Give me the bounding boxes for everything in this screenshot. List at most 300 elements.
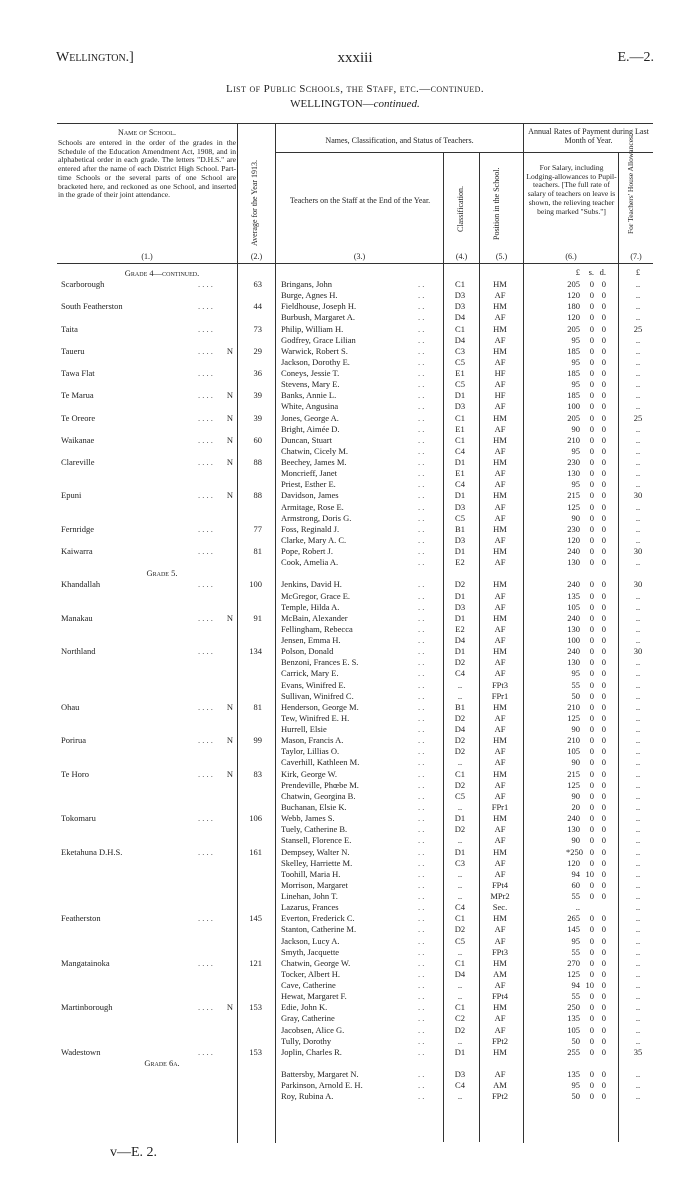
table-row bbox=[0, 702, 700, 713]
leader-dots: . . bbox=[418, 801, 425, 812]
average-attendance: 39 bbox=[253, 412, 262, 423]
leader-dots: . . bbox=[418, 1002, 425, 1013]
salary-pounds: 100 bbox=[567, 401, 580, 412]
position: HM bbox=[493, 434, 507, 445]
house-allowance: .. bbox=[635, 457, 641, 468]
salary-shillings: 0 bbox=[589, 546, 594, 557]
school-flag: N bbox=[226, 390, 234, 401]
average-attendance: 81 bbox=[253, 546, 262, 557]
leader-dots: . . bbox=[418, 657, 425, 668]
teacher-name: Chatwin, Cicely M. bbox=[281, 445, 349, 456]
salary-pounds: 90 bbox=[571, 757, 580, 768]
classification: .. bbox=[457, 946, 463, 957]
leader-dots: . . bbox=[418, 356, 425, 367]
salary-shillings: 10 bbox=[585, 868, 594, 879]
teacher-name: Armstrong, Doris G. bbox=[281, 512, 352, 523]
table-row bbox=[0, 657, 700, 668]
classification: D3 bbox=[454, 301, 466, 312]
position: AF bbox=[494, 657, 506, 668]
salary-shillings: 0 bbox=[589, 512, 594, 523]
leader-dots: . . . . bbox=[198, 846, 213, 857]
leader-dots: . . bbox=[418, 679, 425, 690]
average-attendance: 36 bbox=[253, 368, 262, 379]
col6-number: (6.) bbox=[565, 252, 577, 261]
house-allowance: .. bbox=[635, 902, 641, 913]
teacher-name: Prendeville, Phœbe M. bbox=[281, 779, 359, 790]
salary-shillings: 0 bbox=[589, 612, 594, 623]
salary-pence: 0 bbox=[601, 668, 606, 679]
house-allowance: .. bbox=[635, 356, 641, 367]
salary-pence: 0 bbox=[601, 401, 606, 412]
salary-shillings: 0 bbox=[589, 379, 594, 390]
classification: .. bbox=[457, 991, 463, 1002]
leader-dots: . . . . bbox=[198, 813, 213, 824]
teacher-name: Kirk, George W. bbox=[281, 768, 338, 779]
classification: C1 bbox=[455, 768, 465, 779]
house-allowance: .. bbox=[635, 623, 641, 634]
table-row bbox=[0, 791, 700, 802]
teacher-name: Burbush, Margaret A. bbox=[281, 312, 355, 323]
table-row bbox=[0, 735, 700, 746]
house-allowance: .. bbox=[635, 1091, 641, 1102]
salary-shillings: 0 bbox=[589, 1046, 594, 1057]
leader-dots: . . bbox=[418, 824, 425, 835]
salary-shillings: 0 bbox=[589, 290, 594, 301]
salary-pence: 0 bbox=[601, 368, 606, 379]
header-right: E.—2. bbox=[617, 50, 654, 65]
salary-shillings: 0 bbox=[589, 1035, 594, 1046]
salary-pence: 0 bbox=[601, 635, 606, 646]
salary-shillings: 0 bbox=[589, 356, 594, 367]
grade-heading: Grade 6a. bbox=[144, 1057, 180, 1068]
salary-pence: 0 bbox=[601, 423, 606, 434]
teacher-name: Duncan, Stuart bbox=[281, 434, 332, 445]
salary-shillings: 0 bbox=[589, 368, 594, 379]
leader-dots: . . . . bbox=[198, 546, 213, 557]
classification: .. bbox=[457, 891, 463, 902]
salary-pounds: 90 bbox=[571, 512, 580, 523]
salary-pence: 0 bbox=[601, 813, 606, 824]
salary-pounds: 105 bbox=[567, 746, 580, 757]
house-allowance: .. bbox=[635, 913, 641, 924]
classification: .. bbox=[457, 835, 463, 846]
table-row bbox=[0, 991, 700, 1002]
table-row bbox=[0, 780, 700, 791]
table-row bbox=[0, 424, 700, 435]
salary-pounds: 265 bbox=[567, 913, 580, 924]
leader-dots: . . bbox=[418, 423, 425, 434]
classification: D1 bbox=[454, 590, 466, 601]
position: HM bbox=[493, 345, 507, 356]
classification: D3 bbox=[454, 534, 466, 545]
leader-dots: . . bbox=[418, 546, 425, 557]
table-row bbox=[0, 368, 700, 379]
leader-dots: . . bbox=[418, 646, 425, 657]
salary-pence: 0 bbox=[601, 579, 606, 590]
classification: B1 bbox=[455, 701, 465, 712]
leader-dots: . . . . bbox=[198, 412, 213, 423]
position: AF bbox=[494, 290, 506, 301]
leader-dots: . . bbox=[418, 935, 425, 946]
table-row bbox=[0, 301, 700, 312]
table-row bbox=[0, 546, 700, 557]
salary-pounds: 55 bbox=[571, 991, 580, 1002]
leader-dots: . . . . bbox=[198, 646, 213, 657]
salary-pounds: 210 bbox=[567, 701, 580, 712]
leader-dots: . . . . bbox=[198, 434, 213, 445]
currency-pound: £ bbox=[575, 267, 580, 277]
house-allowance: .. bbox=[635, 557, 641, 568]
house-allowance: .. bbox=[635, 1080, 641, 1091]
salary-pounds: .. bbox=[575, 902, 580, 913]
salary-shillings: 0 bbox=[589, 323, 594, 334]
salary-shillings: 0 bbox=[589, 946, 594, 957]
salary-shillings: 0 bbox=[589, 501, 594, 512]
salary-shillings: 10 bbox=[585, 980, 594, 991]
salary-pence: 0 bbox=[601, 846, 606, 857]
leader-dots: . . bbox=[418, 334, 425, 345]
page-header bbox=[56, 50, 654, 70]
col3-number: (3.) bbox=[353, 252, 366, 261]
house-allowance: .. bbox=[635, 846, 641, 857]
teacher-name: Webb, James S. bbox=[281, 813, 335, 824]
classification: .. bbox=[457, 868, 463, 879]
teacher-name: Tully, Dorothy bbox=[281, 1035, 332, 1046]
salary-shillings: 0 bbox=[589, 590, 594, 601]
classification: .. bbox=[457, 980, 463, 991]
teacher-name: Temple, Hilda A. bbox=[281, 601, 340, 612]
header-bottom-rule bbox=[57, 263, 653, 264]
teacher-name: Jones, George A. bbox=[281, 412, 339, 423]
house-allowance: .. bbox=[635, 924, 641, 935]
classification: B1 bbox=[455, 523, 465, 534]
salary-pence: 0 bbox=[601, 312, 606, 323]
house-allowance: .. bbox=[635, 501, 641, 512]
house-allowance: .. bbox=[635, 801, 641, 812]
table-row bbox=[0, 479, 700, 490]
table-row bbox=[0, 413, 700, 424]
salary-pence: 0 bbox=[601, 356, 606, 367]
house-allowance: .. bbox=[635, 390, 641, 401]
classification: C5 bbox=[455, 935, 465, 946]
house-allowance: 30 bbox=[633, 490, 643, 501]
house-allowance: .. bbox=[635, 612, 641, 623]
table-row bbox=[0, 591, 700, 602]
col6-group-header: Annual Rates of Payment during Last Month of Year. bbox=[528, 127, 649, 145]
salary-shillings: 0 bbox=[589, 601, 594, 612]
position: AF bbox=[494, 724, 506, 735]
average-attendance: 91 bbox=[253, 612, 262, 623]
salary-pounds: 90 bbox=[571, 724, 580, 735]
teacher-name: Battersby, Margaret N. bbox=[281, 1068, 359, 1079]
house-allowance: .. bbox=[635, 401, 641, 412]
salary-pounds: 240 bbox=[567, 813, 580, 824]
classification: C4 bbox=[455, 668, 465, 679]
classification: D2 bbox=[454, 746, 466, 757]
table-row bbox=[0, 835, 700, 846]
position: HM bbox=[493, 646, 507, 657]
position: AF bbox=[494, 623, 506, 634]
school-name: South Featherston bbox=[61, 301, 123, 312]
salary-pence: 0 bbox=[601, 523, 606, 534]
salary-pence: 0 bbox=[601, 891, 606, 902]
leader-dots: . . . . bbox=[198, 301, 213, 312]
leader-dots: . . bbox=[418, 768, 425, 779]
salary-pence: 0 bbox=[601, 968, 606, 979]
house-allowance: .. bbox=[635, 746, 641, 757]
table-row bbox=[0, 680, 700, 691]
table-row bbox=[0, 335, 700, 346]
salary-pounds: 255 bbox=[567, 1046, 580, 1057]
position: HM bbox=[493, 412, 507, 423]
table-row bbox=[0, 880, 700, 891]
classification: .. bbox=[457, 1035, 463, 1046]
salary-shillings: 0 bbox=[589, 735, 594, 746]
teacher-name: McGregor, Grace E. bbox=[281, 590, 351, 601]
school-name: Taueru bbox=[61, 345, 85, 356]
table-row bbox=[0, 401, 700, 412]
salary-pounds: 50 bbox=[571, 690, 580, 701]
salary-pounds: 210 bbox=[567, 735, 580, 746]
table-row bbox=[0, 958, 700, 969]
average-attendance: 153 bbox=[249, 1046, 262, 1057]
position: AF bbox=[494, 835, 506, 846]
salary-pounds: 125 bbox=[567, 501, 580, 512]
salary-pence: 0 bbox=[601, 712, 606, 723]
salary-shillings: 0 bbox=[589, 579, 594, 590]
table-row bbox=[0, 1036, 700, 1047]
salary-pence: 0 bbox=[601, 601, 606, 612]
salary-pounds: 95 bbox=[571, 445, 580, 456]
page-title: List of Public Schools, the Staff, etc.—continued. bbox=[225, 83, 485, 95]
salary-shillings: 0 bbox=[589, 479, 594, 490]
salary-pounds: 125 bbox=[567, 968, 580, 979]
position: FPt3 bbox=[491, 946, 509, 957]
house-allowance: .. bbox=[635, 757, 641, 768]
table-row bbox=[0, 635, 700, 646]
house-allowance: .. bbox=[635, 857, 641, 868]
table-row bbox=[0, 457, 700, 468]
table-row bbox=[0, 980, 700, 991]
table-row bbox=[0, 724, 700, 735]
school-flag: N bbox=[226, 701, 234, 712]
teacher-name: Linehan, John T. bbox=[281, 891, 338, 902]
col7-header: For Teachers' House Allowances. bbox=[626, 134, 635, 234]
leader-dots: . . bbox=[418, 368, 425, 379]
position: FPr1 bbox=[491, 690, 509, 701]
leader-dots: . . bbox=[418, 857, 425, 868]
school-name: Wadestown bbox=[61, 1046, 101, 1057]
average-attendance: 161 bbox=[249, 846, 262, 857]
house-allowance: .. bbox=[635, 301, 641, 312]
leader-dots: . . bbox=[418, 846, 425, 857]
salary-pounds: 90 bbox=[571, 423, 580, 434]
position: FPt4 bbox=[491, 879, 509, 890]
salary-shillings: 0 bbox=[589, 991, 594, 1002]
salary-pounds: 120 bbox=[567, 857, 580, 868]
classification: .. bbox=[457, 1091, 463, 1102]
salary-pounds: 130 bbox=[567, 824, 580, 835]
position: HF bbox=[494, 390, 506, 401]
classification: D2 bbox=[454, 924, 466, 935]
classification: D3 bbox=[454, 501, 466, 512]
teacher-name: Pope, Robert J. bbox=[281, 546, 333, 557]
salary-pence: 0 bbox=[601, 434, 606, 445]
salary-pounds: 20 bbox=[571, 801, 580, 812]
classification: D1 bbox=[454, 846, 466, 857]
classification: .. bbox=[457, 879, 463, 890]
teacher-name: Davidson, James bbox=[281, 490, 339, 501]
table-row bbox=[0, 936, 700, 947]
salary-pence: 0 bbox=[601, 345, 606, 356]
salary-pounds: 240 bbox=[567, 612, 580, 623]
table-row bbox=[0, 746, 700, 757]
teacher-name: Chatwin, Georgina B. bbox=[281, 790, 356, 801]
teacher-name: Coneys, Jessie T. bbox=[281, 368, 340, 379]
school-flag: N bbox=[226, 768, 234, 779]
house-allowance: .. bbox=[635, 290, 641, 301]
table-row bbox=[0, 1069, 700, 1080]
table-top-rule bbox=[57, 123, 653, 124]
leader-dots: . . bbox=[418, 701, 425, 712]
position: AF bbox=[494, 601, 506, 612]
salary-pence: 0 bbox=[601, 323, 606, 334]
position: AF bbox=[494, 479, 506, 490]
school-name: Epuni bbox=[61, 490, 82, 501]
salary-shillings: 0 bbox=[589, 457, 594, 468]
teacher-name: Foss, Reginald J. bbox=[281, 523, 340, 534]
leader-dots: . . . . bbox=[198, 323, 213, 334]
col3-group-header: Names, Classification, and Status of Teachers. bbox=[325, 136, 474, 145]
salary-shillings: 0 bbox=[589, 434, 594, 445]
table-row bbox=[0, 1002, 700, 1013]
house-allowance: 30 bbox=[633, 579, 643, 590]
leader-dots: . . bbox=[418, 579, 425, 590]
salary-pence: 0 bbox=[601, 412, 606, 423]
salary-pounds: 185 bbox=[567, 390, 580, 401]
salary-shillings: 0 bbox=[589, 334, 594, 345]
school-name: Eketahuna D.H.S. bbox=[61, 846, 123, 857]
salary-shillings: 0 bbox=[589, 534, 594, 545]
classification: D2 bbox=[454, 735, 466, 746]
table-row bbox=[0, 468, 700, 479]
classification: D3 bbox=[454, 290, 466, 301]
salary-pence: 0 bbox=[601, 646, 606, 657]
position: HM bbox=[493, 846, 507, 857]
leader-dots: . . . . bbox=[198, 957, 213, 968]
leader-dots: . . bbox=[418, 668, 425, 679]
salary-pence: 0 bbox=[601, 1068, 606, 1079]
teacher-name: Beechey, James M. bbox=[281, 457, 347, 468]
average-attendance: 134 bbox=[249, 646, 262, 657]
classification: D4 bbox=[454, 968, 466, 979]
position: HM bbox=[493, 768, 507, 779]
salary-shillings: 0 bbox=[589, 835, 594, 846]
table-row bbox=[0, 379, 700, 390]
salary-pounds: *250 bbox=[566, 846, 583, 857]
col1-note: Schools are entered in the order of the grades in the Schedule of the Education Amendment Act, 1908, and in alphabetical order in each grade. The letters "D.H.S." are entered after the name of each District High School. Part-time Schools or the several parts of one School are bracketed here, and reckoned as one School, and inserted in the grade of their joint attendance. bbox=[58, 138, 236, 200]
teacher-name: Jackson, Lucy A. bbox=[281, 935, 340, 946]
position: HM bbox=[493, 579, 507, 590]
salary-shillings: 0 bbox=[589, 913, 594, 924]
leader-dots: . . bbox=[418, 612, 425, 623]
classification: C5 bbox=[455, 512, 465, 523]
salary-pounds: 100 bbox=[567, 635, 580, 646]
position: HM bbox=[493, 1046, 507, 1057]
salary-pence: 0 bbox=[601, 534, 606, 545]
salary-pounds: 130 bbox=[567, 623, 580, 634]
table-row bbox=[0, 1013, 700, 1024]
average-attendance: 83 bbox=[253, 768, 262, 779]
classification: C3 bbox=[455, 345, 465, 356]
salary-pence: 0 bbox=[601, 290, 606, 301]
salary-pounds: 250 bbox=[567, 1002, 580, 1013]
header-left: Wellington.] bbox=[56, 50, 134, 65]
salary-shillings: 0 bbox=[589, 312, 594, 323]
salary-pounds: 95 bbox=[571, 334, 580, 345]
position: HM bbox=[493, 913, 507, 924]
leader-dots: . . bbox=[418, 724, 425, 735]
school-flag: N bbox=[226, 345, 234, 356]
average-attendance: 145 bbox=[249, 913, 262, 924]
salary-shillings: 0 bbox=[589, 557, 594, 568]
classification: D4 bbox=[454, 312, 466, 323]
table-row bbox=[0, 346, 700, 357]
school-flag: N bbox=[226, 735, 234, 746]
salary-pounds: 120 bbox=[567, 290, 580, 301]
teacher-name: Banks, Annie L. bbox=[281, 390, 337, 401]
position: FPt2 bbox=[491, 1035, 509, 1046]
school-name: Martinborough bbox=[61, 1002, 113, 1013]
table-row bbox=[0, 279, 700, 290]
salary-pounds: 145 bbox=[567, 924, 580, 935]
currency-allowance: £ bbox=[635, 267, 641, 277]
classification: E1 bbox=[455, 468, 465, 479]
classification: D2 bbox=[454, 657, 466, 668]
house-allowance: .. bbox=[635, 1013, 641, 1024]
classification: D1 bbox=[454, 646, 466, 657]
table-row bbox=[0, 390, 700, 401]
house-allowance: .. bbox=[635, 657, 641, 668]
table-row bbox=[0, 913, 700, 924]
salary-pounds: 185 bbox=[567, 368, 580, 379]
leader-dots: . . . . bbox=[198, 490, 213, 501]
salary-shillings: 0 bbox=[589, 857, 594, 868]
average-attendance: 39 bbox=[253, 390, 262, 401]
salary-shillings: 0 bbox=[589, 879, 594, 890]
classification: E1 bbox=[455, 368, 465, 379]
classification: C5 bbox=[455, 379, 465, 390]
teacher-name: Caverhill, Kathleen M. bbox=[281, 757, 360, 768]
salary-pence: 0 bbox=[601, 701, 606, 712]
house-allowance: .. bbox=[635, 968, 641, 979]
col4-header: Classification. bbox=[456, 186, 465, 232]
house-allowance: .. bbox=[635, 779, 641, 790]
position: AF bbox=[494, 668, 506, 679]
col5-header: Position in the School. bbox=[492, 167, 501, 240]
classification: .. bbox=[457, 801, 463, 812]
house-allowance: .. bbox=[635, 434, 641, 445]
salary-shillings: 0 bbox=[589, 957, 594, 968]
teacher-name: Stanton, Catherine M. bbox=[281, 924, 357, 935]
position: AF bbox=[494, 534, 506, 545]
salary-pence: 0 bbox=[601, 768, 606, 779]
position: FPt2 bbox=[491, 1091, 509, 1102]
classification: E2 bbox=[455, 557, 465, 568]
teacher-name: Dempsey, Walter N. bbox=[281, 846, 350, 857]
classification: C1 bbox=[455, 279, 465, 289]
teacher-name: Jenkins, David H. bbox=[281, 579, 342, 590]
